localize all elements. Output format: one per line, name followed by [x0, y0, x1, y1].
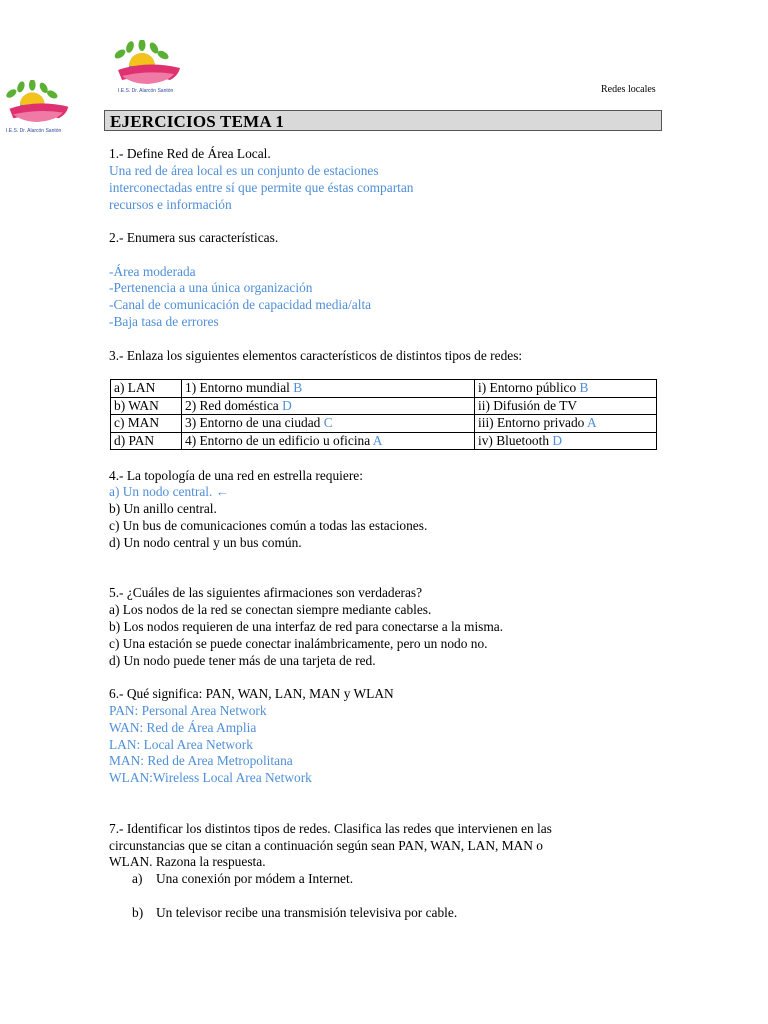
environment-answer: C	[323, 415, 333, 431]
property-cell	[475, 397, 657, 415]
q5-option: a) Los nodos de la red se conectan siempre mediante cables.	[109, 602, 432, 617]
q4-option: d) Un nodo central y un bus común.	[109, 535, 302, 550]
q1-answer-line: recursos e información	[109, 197, 232, 212]
q6-answer-line: MAN: Red de Area Metropolitana	[109, 753, 293, 768]
table-row	[111, 432, 657, 450]
q2-question: 2.- Enumera sus características.	[109, 230, 279, 245]
sun-leaves-logo-icon	[108, 40, 188, 88]
q3-question: 3.- Enlaza los siguientes elementos característicos de distintos tipos de redes:	[109, 348, 523, 363]
q7-question-line: 7.- Identificar los distintos tipos de redes. Clasifica las redes que intervienen en las	[109, 821, 552, 836]
environment-answer: B	[293, 380, 303, 396]
q7-question-line: circunstancias que se citan a continuación según sean PAN, WAN, LAN, MAN o	[109, 838, 543, 853]
q5-option: b) Los nodos requieren de una interfaz de red para conectarse a la misma.	[109, 619, 504, 634]
table-row	[111, 397, 657, 415]
school-logo-large	[108, 40, 188, 95]
q6-answer-line: WLAN:Wireless Local Area Network	[109, 770, 312, 785]
q2-answer-line: -Pertenencia a una única organización	[109, 280, 313, 295]
property-text: iii) Entorno privado	[478, 415, 585, 431]
q4-option: b) Un anillo central.	[109, 501, 217, 516]
property-cell	[475, 432, 657, 450]
q6-answer-line: LAN: Local Area Network	[109, 737, 253, 752]
property-text: i) Entorno público	[478, 380, 577, 396]
property-cell	[475, 415, 657, 433]
q1-question: 1.- Define Red de Área Local.	[109, 146, 271, 161]
school-logo-small	[0, 80, 76, 138]
q1-answer-line: Una red de área local es un conjunto de estaciones	[109, 163, 379, 178]
q7-item-text: Una conexión por módem a Internet.	[156, 871, 354, 886]
q4-question: 4.- La topología de una red en estrella requiere:	[109, 468, 363, 483]
property-text: ii) Difusión de TV	[478, 397, 578, 413]
environment-text: 3) Entorno de una ciudad	[185, 415, 321, 431]
environment-cell	[182, 380, 475, 398]
environment-text: 2) Red doméstica	[185, 397, 279, 413]
q7-question-line: WLAN. Razona la respuesta.	[109, 854, 266, 869]
q6-answer-line: PAN: Personal Area Network	[109, 703, 267, 718]
environment-cell	[182, 415, 475, 433]
header-subject-label: Redes locales	[601, 84, 656, 95]
q5-option: d) Un nodo puede tener más de una tarjeta de red.	[109, 653, 376, 668]
q6-question: 6.- Qué significa: PAN, WAN, LAN, MAN y WLAN	[109, 686, 394, 701]
environment-answer: A	[372, 432, 383, 448]
property-answer: A	[586, 415, 597, 431]
logo-caption: I.E.S. Dr. Alarcón Santón	[6, 128, 62, 134]
q2-answer-line: -Canal de comunicación de capacidad media/alta	[109, 297, 372, 312]
q2-answer-line: -Área moderada	[109, 264, 196, 279]
table-row	[111, 380, 657, 398]
network-type-cell: d) PAN	[111, 432, 182, 450]
table-row	[111, 415, 657, 433]
property-answer: D	[552, 432, 563, 448]
network-type-cell: a) LAN	[111, 380, 182, 398]
environment-text: 4) Entorno de un edificio u oficina	[185, 432, 371, 448]
matching-table	[110, 379, 657, 450]
q5-question: 5.- ¿Cuáles de las siguientes afirmaciones son verdaderas?	[109, 585, 423, 600]
q5-option: c) Una estación se puede conectar inalámbricamente, pero un nodo no.	[109, 636, 488, 651]
logo-caption: I.E.S. Dr. Alarcón Santón	[118, 88, 174, 94]
property-cell	[475, 380, 657, 398]
environment-text: 1) Entorno mundial	[185, 380, 290, 396]
environment-cell	[182, 397, 475, 415]
q6-answer-line: WAN: Red de Área Amplia	[109, 720, 257, 735]
property-answer: B	[579, 380, 589, 396]
network-type-cell: c) MAN	[111, 415, 182, 433]
q7-item-text: Un televisor recibe una transmisión televisiva por cable.	[156, 905, 458, 920]
sun-leaves-logo-icon	[0, 80, 76, 126]
network-type-cell: b) WAN	[111, 397, 182, 415]
q7-item-marker: b)	[132, 905, 144, 920]
title-box	[104, 110, 662, 131]
q7-item-marker: a)	[132, 871, 143, 886]
q4-option: c) Un bus de comunicaciones común a todas las estaciones.	[109, 518, 428, 533]
q1-answer-line: interconectadas entre sí que permite que éstas compartan	[109, 180, 414, 195]
property-text: iv) Bluetooth	[478, 432, 550, 448]
q2-answer-line: -Baja tasa de errores	[109, 314, 219, 329]
page-title: EJERCICIOS TEMA 1	[110, 112, 285, 131]
environment-answer: D	[282, 397, 292, 413]
q4-option-correct: a) Un nodo central. ←	[109, 484, 230, 499]
environment-cell	[182, 432, 475, 450]
